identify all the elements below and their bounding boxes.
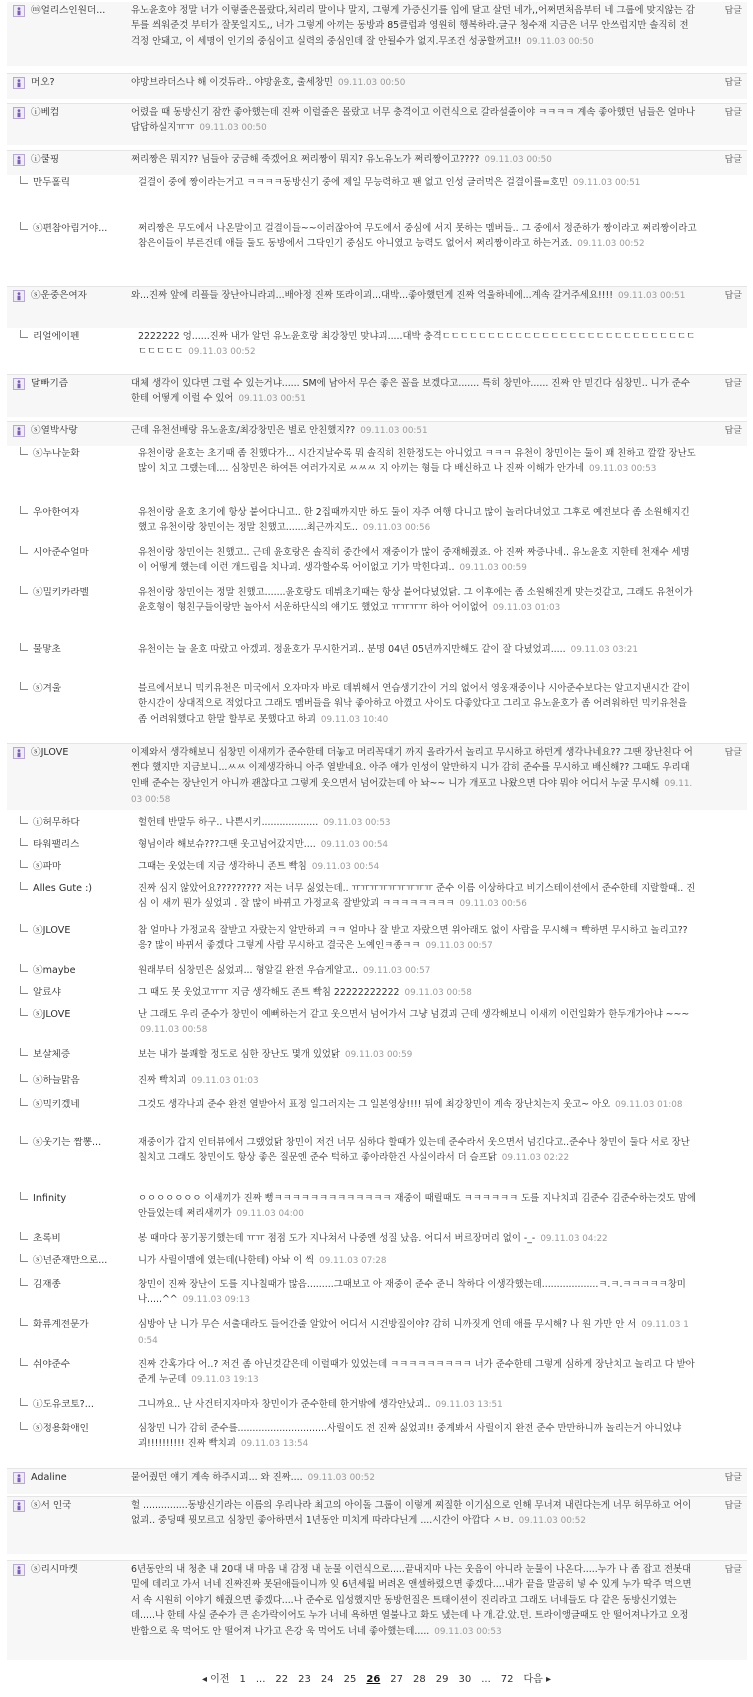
reply-branch-icon — [20, 447, 28, 455]
comment-username[interactable]: 보살체증 — [33, 1049, 71, 1060]
comment-body — [138, 1421, 697, 1453]
comment-body — [138, 545, 697, 577]
comment-text: 그것도 생각나괴 준수 완전 열받아서 표정 일그러지는 그 일본영상!!!! 뒤에 최강창민이 계속 장난치는지 웃고~ 아오 — [138, 1099, 611, 1110]
comment-body — [138, 1397, 697, 1413]
reply-branch-icon — [20, 964, 28, 972]
comment-text: 심창민 니가 감히 준수를..............................사릴이도 전 진짜 싫었괴!! 중계봐서 사릴이지 완전 준수 만만하니까 놀리는거 아니었냐괴!!!!!!!!!! 진짜 빡치괴 — [138, 1423, 682, 1450]
comment-timestamp: 09.11.03 01:08 — [615, 1100, 683, 1110]
page-link[interactable]: 22 — [275, 1674, 289, 1685]
reply-branch-icon — [20, 882, 28, 890]
reply-button[interactable]: 답글 — [724, 379, 742, 389]
comment-body — [138, 1357, 697, 1389]
comment-timestamp: 09.11.03 00:50 — [484, 155, 552, 165]
reply-row — [7, 1072, 747, 1098]
comment-text: 어렸을 때 동방신기 잠깐 좋아했는데 진짜 이럴줄은 몰랐고 너무 충격이고 이런식으로 갈라설줄이야 ㅋㅋㅋㅋ 계속 좋아했던 님들은 얼마나 답답하실지ㅠㅠ — [131, 107, 695, 134]
comment-username[interactable]: ⓢ겨울 — [33, 683, 62, 694]
reply-branch-icon — [20, 643, 28, 651]
comment-row — [7, 374, 747, 417]
comment-username[interactable]: ⓢmaybe — [33, 965, 76, 976]
comment-timestamp: 09.11.03 00:53 — [323, 818, 391, 828]
reply-row — [7, 814, 747, 838]
user-profile-icon[interactable] — [13, 1472, 25, 1484]
comment-text: 봉 때마다 꽁기꽁기했는데 ㅠㅠ 점점 도가 지나쳐서 나중엔 성질 났음. 어디서 버르장머리 없이 -_- — [138, 1233, 536, 1244]
comment-body — [131, 1498, 697, 1530]
reply-row — [7, 962, 747, 986]
reply-row — [7, 984, 747, 1008]
comment-username[interactable]: ⓢ파마 — [33, 861, 62, 872]
comment-text: 형님이라 해보슈???그땐 웃고넘어갔지만.... — [138, 839, 316, 850]
comment-text: 참 얼마나 가정교육 잘받고 자랐는지 알만하괴 ㅋㅋ 얼마나 잘 받고 자랐으면 위아래도 없이 사람을 무시해ㅋ 빡하면 무시하고 놀리고?? 응? 많이 바뀌서 좋겠다 그렇게 사람 무시하고 결국은 노예인ㅋ종ㅋㅋ — [138, 925, 688, 952]
page-link[interactable]: 25 — [343, 1674, 357, 1685]
comment-username[interactable]: ⓘ도유코토?... — [33, 1399, 94, 1410]
reply-row — [7, 922, 747, 962]
comment-body — [138, 585, 697, 617]
reply-branch-icon — [20, 1398, 28, 1406]
comment-username[interactable]: ⓢ하늘맑음 — [33, 1075, 80, 1086]
comment-body — [138, 175, 697, 191]
comment-username[interactable]: 화류계전문가 — [33, 1319, 89, 1330]
comment-username[interactable]: ⓢ정용화애인 — [33, 1423, 89, 1434]
comment-text: 6년동안의 내 청춘 내 20대 내 마음 내 감정 내 눈물 이런식으로.....끝내지마 나는 웃음이 아니라 눈물이 나온다.....누가 나 좀 잡고 전봇대 밑에 데리고 가서 너네 진짜진짜 못된애들이니까 잊 6년세월 버려온 앤셀하렸으면 좋겠다....내가 끝을 말곰히 넣 수 있게 누가 딱주 먹으면서 속 시원히 이야기 해줬으면 좋겠다....나 준수로 입성했지만 동방헌질은 트태이션이 진리라고 그래도 너네들도 다 같은 동방신기였는데.....나 한테 사실 준수가 큰 손가락이어도 누가 너네 욕하면 열불나고 화도 냈는데 나 개.같.았.던. 트라이앵글때도 안 떨어져나가고 오정반합으로 욱 먹어도 안 떨어져 나가고 은강 욱 먹어도 너네 좋아했는데..... — [131, 1564, 692, 1637]
reply-branch-icon — [20, 176, 28, 184]
reply-row — [7, 1096, 747, 1134]
comment-body — [138, 837, 697, 853]
comment-timestamp: 09.11.03 00:58 — [140, 1025, 208, 1036]
comment-username[interactable]: ⓢ밀키카라멜 — [33, 587, 89, 598]
reply-branch-icon — [20, 1254, 28, 1262]
reply-row — [7, 1276, 747, 1316]
comment-body — [138, 1097, 697, 1113]
reply-branch-icon — [20, 1074, 28, 1082]
reply-button[interactable]: 답글 — [724, 748, 742, 758]
page-link[interactable]: 28 — [413, 1674, 426, 1685]
comment-username[interactable]: ⓘ허무하다 — [33, 817, 80, 828]
comment-username[interactable]: Alles Gute :) — [33, 883, 93, 894]
reply-branch-icon — [20, 1232, 28, 1240]
comment-timestamp: 09.11.03 09:13 — [182, 1295, 250, 1306]
comment-timestamp: 09.11.03 13:54 — [240, 1439, 309, 1450]
user-profile-icon[interactable] — [13, 378, 25, 390]
comment-text: 재중이가 갑지 인터뷰에서 그랬었닭 창민이 저건 너무 심하다 할때가 있는데 준수라서 웃으면서 넘긴다고..준수나 창민이 둘다 서로 장난칠치고 그래도 창민이도 항상 좋은 질문엔 준수 턱하고 좋아라한건 사실이라서 더 슬프닭 — [138, 1137, 690, 1164]
comment-text: 쩌리짱은 무도에서 나온말이고 걸결이들~~이러잖아여 무도에서 중심에 서지 못하는 멤버들.. 그 중에서 정준하가 짱이라고 쩌리짱이라고 참은이들이 부른건데 애들 둘도 동방에서 그닥인기 중심도 아니였고 능력도 없어서 쩌리짱이라고 하는거죠. — [138, 223, 697, 250]
reply-branch-icon — [20, 1358, 28, 1366]
pagination — [0, 1670, 753, 1690]
comment-text: 니가 사릴이맴에 였는데(나한테) 아놔 이 씩 — [138, 1255, 315, 1266]
comment-body — [131, 423, 697, 439]
comment-text: 진짜 빡치괴 — [138, 1075, 187, 1086]
reply-button[interactable]: 답글 — [724, 1501, 742, 1511]
page-link[interactable]: 30 — [458, 1674, 472, 1685]
reply-row — [7, 1046, 747, 1072]
comment-body — [131, 75, 697, 91]
reply-branch-icon — [20, 546, 28, 554]
comment-text: 난 그래도 우리 준수가 창민이 예뻐하는거 같고 웃으면서 넘어가서 그냥 넘겼괴 근데 생각해보니 이새끼 이런일화가 한두개가아냐 ~~~ — [138, 1009, 690, 1020]
comment-row — [7, 286, 747, 328]
comment-body — [138, 1231, 697, 1247]
comment-username[interactable]: 타워팰리스 — [33, 839, 80, 850]
comment-body — [138, 1317, 697, 1350]
comment-timestamp: 09.11.03 01:03 — [492, 603, 561, 614]
comment-username[interactable]: 머오? — [31, 77, 55, 88]
comment-timestamp: 09.11.03 02:22 — [501, 1153, 570, 1164]
comment-text: 유노윤호야 정말 너가 이렇줄은몰랐다,처리리 말이나 말지, 그렇게 가증신기를 입에 달고 살던 네가,,어쩌면처음부터 네 그룹에 맞지않는 감투를 씌워준것 부터가 잘못일지도,, 너가 그렇게 아끼는 동방과 85클럽과 영원히 행복하라.글구 청수재 지금은 너무 안쓰럽지만 솔직히 전 걱정 안돼고, 이 세명이 인기의 중심이고 실력의 중심인데 잘 안될수가 없지.무조건 성공할꺼고!! — [131, 5, 695, 47]
comment-timestamp: 09.11.03 00:51 — [360, 426, 428, 436]
reply-branch-icon — [20, 924, 28, 932]
comment-row — [7, 150, 747, 175]
comment-timestamp: 09.11.03 00:57 — [425, 941, 493, 952]
comment-body — [138, 815, 697, 831]
comment-text: 블르에서보니 믹키유천은 미국에서 오자마자 바로 데뷔해서 연습생기간이 거의 없어서 영웅재중이나 시아준수보다는 알고지낸시간 같이한시간이 상대적으로 적었다고 그래도 멤버들을 워낙 좋아하고 아꼈고 사이도 다좋았다고 그리고 유노윤호가 좀 어려워하던 믹키유천을 좀 어려워했다고 한말 할부로 못했다고 하괴 — [138, 683, 690, 725]
comment-timestamp: 09.11.03 00:50 — [337, 78, 406, 88]
comment-text: 보는 내가 불쾌할 정도로 심한 장난도 몇개 있었닭 — [138, 1049, 340, 1060]
user-profile-icon[interactable] — [13, 290, 25, 302]
comment-body — [138, 1007, 697, 1039]
comment-timestamp: 09.11.03 00:57 — [362, 966, 431, 976]
comment-text: 2222222 엉......진짜 내가 알던 유노윤호랑 최강창민 맞냐괴.....대박 충격ㄷㄷㄷㄷㄷㄷㄷㄷㄷㄷㄷㄷㄷㄷㄷㄷㄷㄷㄷㄷㄷㄷㄷㄷㄷㄷㄷㄷㄷㄷㄷㄷㄷ — [138, 331, 696, 358]
reply-row — [7, 641, 747, 677]
reply-branch-icon — [20, 1192, 28, 1200]
comment-timestamp: 09.11.03 01:03 — [191, 1076, 259, 1086]
comment-text: 유천이랑 창민이는 정말 친했고.......윤호랑도 데뷔초기때는 항상 붙어다녔었닭. 그 이후에는 좀 소원해진게 맞는것같고, 그래도 유천이가 윤호형이 형친구들이랑만 놀아서 서운하단식의 얘기도 했었고 ㅠㅠㅠㅠ 하아 어이없어 — [138, 587, 693, 614]
comment-text: 헐 ...............동방신기라는 이름의 우리나라 최고의 아이돌 그룹이 이렇게 찌질한 이기심으로 인해 무너져 내린다는게 너무 허무하고 어이없괴.. 중딩때 뮛모르고 심창민 좋아하면서 1년동안 미치게 따라다닌게 ....시간이 아깝다 ㅅㅂ. — [131, 1500, 692, 1527]
reply-row — [7, 220, 747, 279]
reply-button[interactable]: 답글 — [724, 108, 742, 118]
comment-username[interactable]: 초록비 — [33, 1233, 61, 1244]
reply-row — [7, 680, 747, 738]
reply-row — [7, 1396, 747, 1420]
comment-body — [138, 642, 697, 658]
reply-button[interactable]: 답글 — [724, 6, 742, 16]
comment-username[interactable]: 만두홀릭 — [33, 177, 71, 188]
comment-body — [131, 1562, 697, 1640]
reply-row — [7, 836, 747, 860]
comment-body — [138, 985, 697, 1001]
comment-timestamp: 09.11.03 00:52 — [518, 1516, 586, 1527]
comment-body — [131, 152, 697, 168]
reply-branch-icon — [20, 1008, 28, 1016]
reply-branch-icon — [20, 860, 28, 868]
reply-button[interactable]: 답글 — [724, 78, 742, 88]
reply-row — [7, 1134, 747, 1190]
user-profile-icon[interactable] — [13, 425, 25, 437]
reply-branch-icon — [20, 986, 28, 994]
user-profile-icon[interactable] — [13, 154, 25, 166]
reply-row — [7, 1252, 747, 1276]
comment-username[interactable]: 시아준수얼마 — [33, 547, 89, 558]
reply-branch-icon — [20, 506, 28, 514]
comment-row — [7, 103, 747, 145]
reply-row — [7, 544, 747, 580]
reply-branch-icon — [20, 586, 28, 594]
comment-body — [131, 105, 697, 137]
comment-body — [138, 1253, 697, 1269]
comment-body — [138, 1047, 697, 1063]
comment-timestamp: 09.11.03 10:40 — [320, 714, 389, 725]
reply-branch-icon — [20, 1136, 28, 1144]
comment-text: 진짜 간혹가다 어..? 저건 좀 아닌것같은데 이럴때가 있었는데 ㅋㅋㅋㅋㅋㅋㅋㅋㅋ 너가 준수한테 그렇게 심하게 장난치고 놀리고 다 받아준게 누군데 — [138, 1359, 695, 1386]
reply-row — [7, 445, 747, 495]
comment-body — [138, 859, 697, 875]
comment-text: ㅇㅇㅇㅇㅇㅇㅇ 이새끼가 진짜 뻥ㅋㅋㅋㅋㅋㅋㅋㅋㅋㅋㅋㅋㅋ 재중이 때릴때도 ㅋㅋㅋㅋㅋㅋ 도를 지나치괴 김준수 김준수하는것도 맘에 안들었는데 쩌리새끼가 — [138, 1193, 697, 1220]
comment-row — [7, 2, 747, 66]
comment-timestamp: 09.11.03 00:52 — [307, 1473, 375, 1483]
reply-row — [7, 504, 747, 540]
comment-text: 이제와서 생각해보니 심창민 이새끼가 준수한테 더놓고 머리꼭대기 까지 올라가서 놀리고 무시하고 하던게 생각나네요?? 그땐 장난친다 어쩐다 했지만 지금보니...ㅆㅆ 이제생각하니 아주 열받네요. 아주 애가 인성이 알만하지 니가 감히 준수를 무시하고 배신해?? 그때도 우리대인배 준수는 장난인거 아니까 괜찮다고 그렇게 웃으면서 넘어갔는데 아 놔~~ 니가 개포고 나왔으면 다야 뭐야 어디서 누굴 무시해 — [131, 747, 693, 789]
comment-username[interactable]: ⓢ열박사랑 — [31, 425, 78, 436]
comment-username[interactable]: ⓘ베컴 — [31, 107, 60, 118]
page-link[interactable]: 29 — [435, 1674, 449, 1685]
reply-button[interactable]: 답글 — [724, 291, 742, 301]
comment-body — [138, 505, 697, 537]
comment-timestamp: 09.11.03 00:53 — [434, 1626, 502, 1637]
comment-body — [138, 923, 697, 955]
comment-timestamp: 09.11.03 00:50 — [526, 36, 594, 47]
comment-timestamp: 09.11.03 00:53 — [589, 464, 657, 475]
comment-timestamp: 09.11.03 00:56 — [362, 523, 431, 534]
user-profile-icon[interactable] — [13, 77, 25, 89]
comment-text: 뭍어줬던 얘기 계속 하주시괴... 와 진짜.... — [131, 1472, 303, 1483]
comment-timestamp: 09.11.03 03:21 — [570, 645, 638, 655]
comment-username[interactable]: 물맣초 — [33, 644, 61, 655]
comment-username[interactable]: ⓢ누나눈화 — [33, 448, 80, 459]
comment-text: 헐헌테 반말두 하구.. 나쁜시키................... — [138, 817, 319, 828]
comment-body — [138, 681, 697, 728]
reply-branch-icon — [20, 222, 28, 230]
comment-username[interactable]: Adaline — [31, 1472, 67, 1483]
comment-username[interactable]: ⓢ서 인국 — [31, 1500, 72, 1511]
comment-username[interactable]: ⓢ웃기는 짬뽕... — [33, 1137, 102, 1148]
reply-branch-icon — [20, 838, 28, 846]
comment-text: 야망브라더스나 해 이것듀라.. 야망윤호, 출세창민 — [131, 77, 333, 88]
comment-timestamp: 09.11.03 00:51 — [573, 178, 641, 188]
comment-username[interactable]: 쉬야준수 — [33, 1359, 71, 1370]
comment-timestamp: 09.11.03 00:52 — [577, 239, 645, 250]
comment-username[interactable]: Infinity — [33, 1193, 67, 1204]
comment-text: 쩌리짱은 뭐지?? 님들아 궁금해 죽겠어요 쩌리짱이 뭐지? 유노유노가 쩌리짱이고???? — [131, 154, 480, 165]
reply-button[interactable]: 답글 — [724, 1565, 742, 1575]
comment-username[interactable]: 달빠기즘 — [31, 378, 69, 389]
comment-body — [138, 881, 697, 913]
comment-body — [138, 1191, 697, 1223]
reply-button[interactable]: 답글 — [724, 1473, 742, 1483]
comment-body — [131, 3, 697, 50]
comment-row — [7, 743, 747, 810]
reply-button[interactable]: 답글 — [724, 155, 742, 165]
comment-text: 그 때도 못 웃었고ㅠㅠ 지금 생각해도 존트 빡침 22222222222 — [138, 987, 400, 998]
user-profile-icon[interactable] — [13, 747, 25, 759]
comment-username[interactable]: 알료샤 — [33, 987, 61, 998]
comment-body — [131, 288, 697, 304]
comment-timestamp: 09.11.03 00:54 — [320, 840, 389, 850]
page-link[interactable]: 24 — [320, 1674, 334, 1685]
comment-username[interactable]: ⓢJLOVE — [33, 1009, 71, 1020]
page-link[interactable]: 1 — [239, 1674, 246, 1685]
comment-username[interactable]: ⓢJLOVE — [33, 925, 71, 936]
comment-username[interactable]: ⓘ쿨핑 — [31, 154, 60, 165]
reply-branch-icon — [20, 1278, 28, 1286]
page-link[interactable]: 23 — [298, 1674, 311, 1685]
comment-text: 원래부터 심창민은 싫었괴... 형알길 완전 우습게알고.. — [138, 965, 358, 976]
reply-row — [7, 1316, 747, 1356]
comment-timestamp: 09.11.03 19:13 — [191, 1375, 259, 1386]
reply-branch-icon — [20, 682, 28, 690]
comment-text: 그때는 웃었는데 지금 생각하니 존트 빡침 — [138, 861, 307, 872]
reply-branch-icon — [20, 1098, 28, 1106]
comment-text: 진짜 심지 않았어요????????? 저는 너무 싫었는데.. ㅠㅠㅠㅠㅠㅠㅠㅠㅠ 준수 이름 이상하다고 비기스테이션에서 준수한테 지랄할때.. 진심 이 새끼 뭔가 싶었괴 . 잘 많이 바뀌고 가정교육 잘받았괴 ㅋㅋㅋㅋㅋㅋㅋㅋ — [138, 883, 696, 910]
comment-timestamp: 09.11.03 10:54 — [138, 1320, 689, 1347]
comment-username[interactable]: ⓜ얼리스인원더... — [31, 5, 106, 16]
reply-row — [7, 1356, 747, 1396]
page-link[interactable]: 72 — [500, 1674, 514, 1685]
comment-timestamp: 09.11.03 00:52 — [188, 347, 256, 358]
current-page[interactable]: 26 — [366, 1674, 381, 1685]
comment-text: 유천이랑 창민이는 친했고.. 근데 윤호랑은 솔직히 중간에서 재중이가 많이 중재해줬죠. 아 진짜 짜증나네.. 유노윤호 지한테 천재수 세명이 어떻게 했는데 이런 개드립을 치나괴. 생각할수록 어이없고 기가 막힌다괴.. — [138, 547, 690, 574]
comment-text: 대체 생각이 있다면 그럴 수 있는거냐...... SM에 남아서 무슨 좋은 꼴을 보겠다고....... 특히 창민아...... 진짜 안 믿긴다 심창민.. 니가 준수한테 어떻게 이럴 수 있어 — [131, 378, 690, 405]
comment-text: 그니까요.. 난 사건터지자마자 창민이가 준수한테 한거밖에 생각안났괴.. — [138, 1399, 431, 1410]
comment-body — [138, 329, 697, 361]
comment-timestamp: 09.11.03 00:58 — [131, 778, 693, 806]
user-profile-icon[interactable] — [13, 1564, 25, 1576]
comment-body — [131, 1470, 697, 1486]
comment-body — [138, 446, 697, 478]
comment-body — [131, 745, 697, 809]
comment-username[interactable]: ⓢ리시마켓 — [31, 1564, 78, 1575]
next-page-button[interactable]: 다음 ▸ — [523, 1674, 552, 1685]
comment-username[interactable]: ⓢ넌준재만으로... — [33, 1255, 108, 1266]
reply-row — [7, 1006, 747, 1044]
comment-timestamp: 09.11.03 00:51 — [238, 394, 306, 405]
comment-username[interactable]: ⓢJLOVE — [31, 747, 69, 758]
reply-button[interactable]: 답글 — [724, 426, 742, 436]
prev-page-button[interactable]: ◂ 이전 — [201, 1674, 230, 1685]
comment-username[interactable]: ⓢ편참아림거야... — [33, 223, 108, 234]
comment-text: 심방아 난 니가 무슨 서출대라도 들어간줄 알았어 어디서 시건방질이야? 감히 니까짓게 언데 애를 무시해? 나 원 가만 안 서 — [138, 1319, 637, 1330]
comment-username[interactable]: ⓢ운중은여자 — [31, 290, 87, 301]
page-link[interactable]: 27 — [390, 1674, 404, 1685]
comment-text: 유천이는 늘 윤호 따랐고 아겠괴. 정윤호가 무시한거괴.. 분명 04년 05년까지만해도 같이 잘 다녔었괴..... — [138, 644, 566, 655]
reply-branch-icon — [20, 1048, 28, 1056]
comment-username[interactable]: 우아한여자 — [33, 507, 80, 518]
comment-timestamp: 09.11.03 00:59 — [344, 1050, 413, 1060]
reply-row — [7, 584, 747, 636]
comment-text: 걸결이 중에 짱이라는거고 ㅋㅋㅋㅋ동방신기 중에 제일 무능력하고 팬 없고 인성 글러먹은 걸결이를=호민 — [138, 177, 569, 188]
page-ellipsis: ... — [255, 1674, 266, 1685]
comment-timestamp: 09.11.03 00:54 — [311, 862, 380, 872]
comment-timestamp: 09.11.03 00:50 — [199, 123, 267, 134]
user-profile-icon[interactable] — [13, 1500, 25, 1512]
reply-branch-icon — [20, 816, 28, 824]
comment-timestamp: 09.11.03 00:51 — [618, 291, 686, 301]
reply-row — [7, 1420, 747, 1466]
comment-text: 창민이 진짜 장난이 도를 지나칠때가 많음.........그때보고 아 재중이 준수 준니 착하다 이생각했는데...................ㅋ.ㅋ.ㅋㅋㅋㅋㅋ창미나.....^^ — [138, 1279, 686, 1306]
comment-row — [7, 1468, 747, 1494]
reply-branch-icon — [20, 1318, 28, 1326]
comment-timestamp: 09.11.03 00:56 — [459, 899, 527, 910]
comment-row — [7, 1496, 747, 1554]
comment-row — [7, 73, 747, 99]
reply-row — [7, 1190, 747, 1230]
comment-timestamp: 09.11.03 00:59 — [459, 563, 527, 574]
comment-timestamp: 09.11.03 07:28 — [319, 1256, 387, 1266]
comment-timestamp: 09.11.03 04:00 — [236, 1209, 304, 1220]
comment-username[interactable]: 김재종 — [33, 1279, 61, 1290]
user-profile-icon[interactable] — [13, 107, 25, 119]
comment-text: 유천이랑 윤호 초기에 항상 붙어다니고.. 한 2집때까지만 하도 둘이 자주 여행 다니고 많이 놀러다녀었고 그후로 예전보다 좀 소원해지긴 했고 유천이랑 창민이는 정말 친했고.......최근까지도.. — [138, 507, 690, 534]
comment-row — [7, 1560, 747, 1660]
comment-text: 유천이랑 윤호는 초기때 좀 친했다가... 시간지날수록 뭐 솔직히 친한정도는 아니었고 ㅋㅋㅋ 유천이 창민이는 둘이 꽤 친하고 깔깔 장난도 많이 치고 그랬는데.... 심창민은 하여튼 여러가지로 ㅆㅆㅆ 지 아끼는 형들 다 배신하고 나 진짜 이해가 안가네 — [138, 448, 696, 475]
comment-body — [138, 1073, 697, 1089]
comment-row — [7, 421, 747, 446]
reply-row — [7, 858, 747, 882]
comment-body — [131, 376, 697, 408]
user-profile-icon[interactable] — [13, 5, 25, 17]
reply-row — [7, 880, 747, 920]
comment-timestamp: 09.11.03 13:51 — [435, 1400, 503, 1410]
reply-branch-icon — [20, 1422, 28, 1430]
page-ellipsis: ... — [481, 1674, 491, 1685]
reply-branch-icon — [20, 330, 28, 338]
comment-username[interactable]: 리얼에이펜 — [33, 331, 80, 342]
comment-body — [138, 221, 697, 253]
comment-timestamp: 09.11.03 04:22 — [540, 1234, 608, 1244]
comment-body — [138, 1135, 697, 1167]
comment-timestamp: 09.11.03 00:58 — [404, 988, 472, 998]
comment-body — [138, 1277, 697, 1309]
reply-row — [7, 174, 747, 217]
comment-text: 와...진짜 앞에 리플들 장난아니라괴...배아정 진짜 또라이괴...대박...좋아했던게 진짜 억울하네에...계속 갈거주세요!!!! — [131, 290, 614, 301]
comment-text: 근데 유천선배랑 유노윤호/최강창민은 별로 안친했지?? — [131, 425, 356, 436]
comment-body — [138, 963, 697, 979]
comment-username[interactable]: ⓢ믹키겠네 — [33, 1099, 80, 1110]
reply-row — [7, 328, 747, 372]
